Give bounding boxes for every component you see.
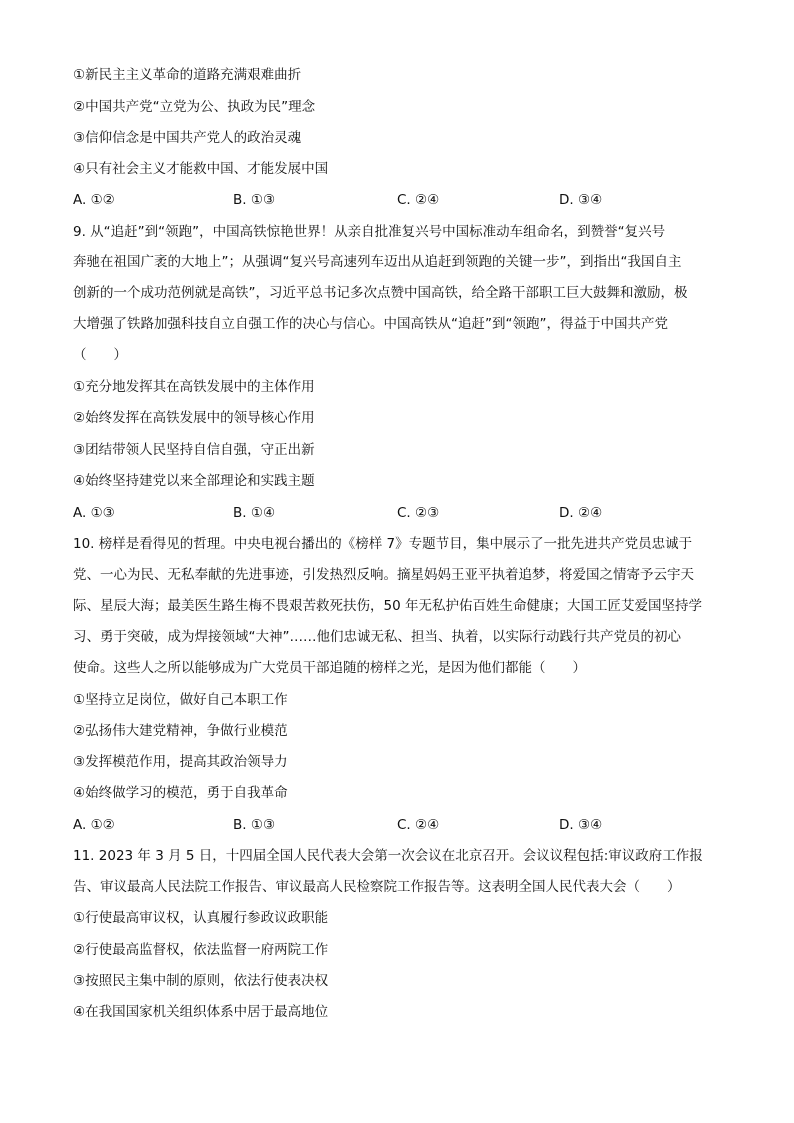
q8-option-a: A. ①②: [73, 192, 115, 208]
q9-choice-2: ②始终发挥在高铁发展中的领导核心作用: [73, 410, 315, 426]
q9-choice-1: ①充分地发挥其在高铁发展中的主体作用: [73, 379, 315, 395]
q9-answer-blank: （ ）: [73, 347, 127, 363]
q11-stem-line-2: 告、审议最高人民法院工作报告、审议最高人民检察院工作报告等。这表明全国人民代表大会（ ）: [73, 879, 681, 895]
q10-choice-2: ②弘扬伟大建党精神，争做行业模范: [73, 723, 288, 739]
q9-option-c: C. ②③: [397, 505, 440, 521]
q8-option-b: B. ①③: [233, 192, 276, 208]
q9-option-a: A. ①③: [73, 505, 115, 521]
q11-stem-line-1: 11. 2023 年 3 月 5 日，十四届全国人民代表大会第一次会议在北京召开。会议议程包括:审议政府工作报: [73, 848, 703, 864]
q10-options: [73, 815, 723, 835]
q8-options: [73, 190, 723, 210]
q9-stem-line-3: 创新的一个成功范例就是高铁”，习近平总书记多次点赞中国高铁，给全路干部职工巨大鼓舞和激励，极: [73, 285, 688, 301]
q10-option-b: B. ①③: [233, 817, 276, 833]
q10-stem-line-4: 习、勇于突破，成为焊接领域“大神”……他们忠诚无私、担当、执着，以实际行动践行共产党员的初心: [73, 629, 681, 645]
q10-stem-line-5: 使命。这些人之所以能够成为广大党员干部追随的榜样之光，是因为他们都能（ ）: [73, 660, 586, 676]
q11-choice-3: ③按照民主集中制的原则，依法行使表决权: [73, 973, 329, 989]
q10-option-a: A. ①②: [73, 817, 115, 833]
q8-choice-3: ③信仰信念是中国共产党人的政治灵魂: [73, 130, 302, 146]
q10-stem-line-2: 党、一心为民、无私奉献的先进事迹，引发热烈反响。摘星妈妈王亚平执着追梦，将爱国之情寄予云宇天: [73, 567, 694, 583]
q10-choice-3: ③发挥模范作用，提高其政治领导力: [73, 754, 288, 770]
q8-option-c: C. ②④: [397, 192, 440, 208]
q9-choice-4: ④始终坚持建党以来全部理论和实践主题: [73, 473, 315, 489]
q9-options: [73, 503, 723, 523]
q10-option-d: D. ③④: [559, 817, 603, 833]
q9-stem-line-1: 9. 从“追赶”到“领跑”，中国高铁惊艳世界！从亲自批准复兴号中国标准动车组命名，到赞誉“复兴号: [73, 224, 666, 240]
q9-stem-line-2: 奔驰在祖国广袤的大地上”；从强调“复兴号高速列车迈出从追赶到领跑的关键一步”，到指出“我国自主: [73, 254, 682, 270]
q9-option-b: B. ①④: [233, 505, 276, 521]
q11-choice-1: ①行使最高审议权，认真履行参政议政职能: [73, 910, 329, 926]
q11-choice-4: ④在我国国家机关组织体系中居于最高地位: [73, 1004, 329, 1020]
q10-stem-line-3: 际、星辰大海；最美医生路生梅不畏艰苦救死扶伤，50 年无私护佑百姓生命健康；大国工匠艾爱国坚持学: [73, 598, 702, 614]
q11-choice-2: ②行使最高监督权，依法监督一府两院工作: [73, 942, 329, 958]
q9-choice-3: ③团结带领人民坚持自信自强，守正出新: [73, 442, 315, 458]
q10-stem-line-1: 10. 榜样是看得见的哲理。中央电视台播出的《榜样 7》专题节目，集中展示了一批先进共产党员忠诚于: [73, 536, 693, 552]
q9-option-d: D. ②④: [559, 505, 603, 521]
q8-choice-1: ①新民主主义革命的道路充满艰难曲折: [73, 67, 302, 83]
q8-choice-2: ②中国共产党“立党为公、执政为民”理念: [73, 99, 316, 115]
q10-option-c: C. ②④: [397, 817, 440, 833]
q8-option-d: D. ③④: [559, 192, 603, 208]
q10-choice-1: ①坚持立足岗位，做好自己本职工作: [73, 692, 288, 708]
q10-choice-4: ④始终做学习的模范，勇于自我革命: [73, 785, 288, 801]
q8-choice-4: ④只有社会主义才能救中国、才能发展中国: [73, 161, 329, 177]
q9-stem-line-4: 大增强了铁路加强科技自立自强工作的决心与信心。中国高铁从“追赶”到“领跑”，得益于中国共产党: [73, 316, 668, 332]
